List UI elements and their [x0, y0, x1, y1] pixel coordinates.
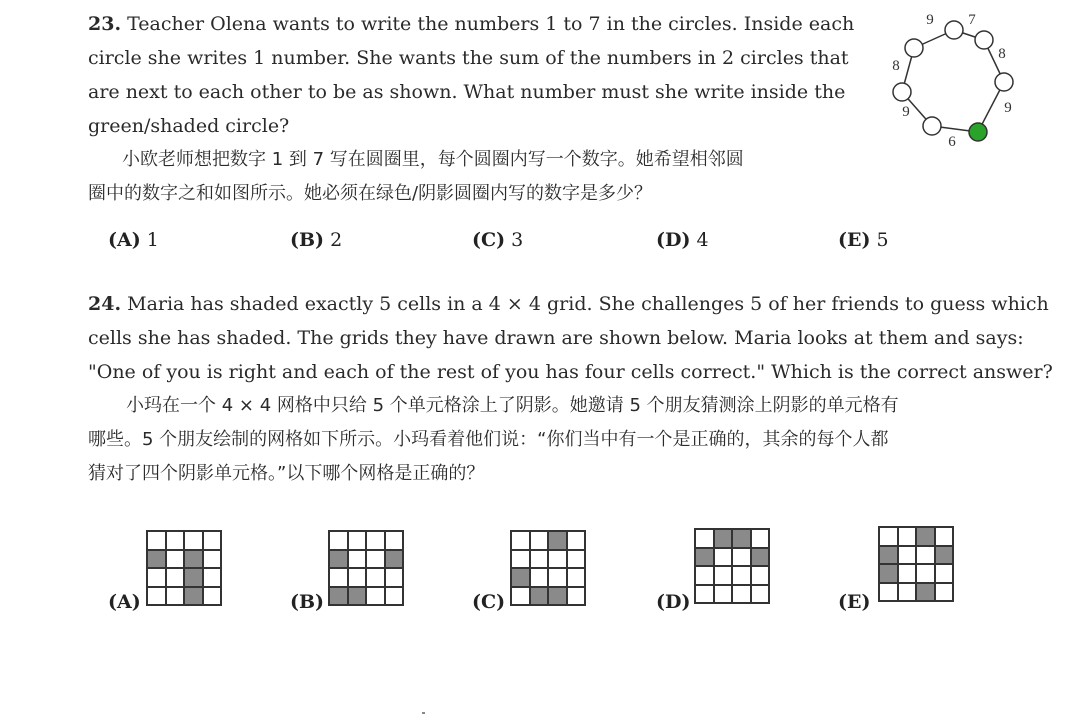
grid-option-e[interactable]	[878, 526, 954, 602]
grid-cell	[385, 531, 404, 550]
ring-circle	[893, 83, 911, 101]
shaded-cell	[548, 587, 567, 606]
q24-zh-line-1: 小玛在一个 4 × 4 网格中只给 5 个单元格涂上了阴影。她邀请 5 个朋友猜测涂上阴影的单元格有	[126, 395, 899, 416]
grid-cell	[511, 550, 530, 569]
q24-text-line-1: Maria has shaded exactly 5 cells in a 4 × 4 grid. She challenges 5 of her friends to guess which	[127, 293, 1049, 315]
grid-cell	[695, 566, 714, 585]
q23-number: 23.	[88, 13, 122, 35]
q24-line-1	[88, 292, 1049, 316]
grid-cell	[751, 585, 770, 604]
grid-cell	[567, 568, 586, 587]
grid-cell	[511, 587, 530, 606]
shaded-cell	[530, 587, 549, 606]
grid-cell	[166, 550, 185, 569]
grid-cell	[898, 527, 917, 546]
shaded-cell	[184, 587, 203, 606]
shaded-cell	[751, 548, 770, 567]
q23-text-line-3: are next to each other to be as shown. What number must she write inside the	[88, 81, 846, 103]
shaded-cell	[348, 587, 367, 606]
shaded-cell	[916, 527, 935, 546]
grid-option-b-label[interactable]: (B)	[290, 591, 325, 613]
ring-sum-label: 7	[968, 12, 976, 28]
q24-text-line-2: cells she has shaded. The grids they have drawn are shown below. Maria looks at them and says:	[88, 327, 1024, 349]
ring-sum-label: 6	[948, 134, 956, 150]
ring-sum-label: 9	[926, 12, 934, 28]
grid-cell	[203, 550, 222, 569]
grid-cell	[366, 550, 385, 569]
grid-cell	[147, 568, 166, 587]
shaded-cell	[385, 550, 404, 569]
grid-cell	[879, 583, 898, 602]
grid-cell	[203, 531, 222, 550]
shaded-cell	[879, 564, 898, 583]
grid-cell	[898, 564, 917, 583]
shaded-cell	[184, 550, 203, 569]
shaded-cell	[879, 546, 898, 565]
grid-cell	[935, 527, 954, 546]
q23-choice-a[interactable]: (A) 1	[108, 229, 159, 251]
grid-cell	[147, 587, 166, 606]
ring-circle	[975, 31, 993, 49]
grid-cell	[916, 546, 935, 565]
grid-cell	[898, 583, 917, 602]
grid-cell	[329, 531, 348, 550]
grid-cell	[147, 531, 166, 550]
shaded-cell	[732, 529, 751, 548]
grid-cell	[751, 529, 770, 548]
ring-sum-label: 8	[892, 58, 900, 74]
grid-cell	[714, 566, 733, 585]
circle-ring-figure	[880, 8, 1040, 158]
ring-circle	[905, 39, 923, 57]
grid-cell	[166, 531, 185, 550]
grid-option-d-label[interactable]: (D)	[656, 591, 691, 613]
q24-text-line-3: "One of you is right and each of the rest of you has four cells correct." Which is the correct answer?	[88, 361, 1053, 383]
grid-cell	[732, 566, 751, 585]
q23-choice-d[interactable]: (D) 4	[656, 229, 709, 251]
grid-cell	[935, 564, 954, 583]
q24-zh-line-3: 猜对了四个阴影单元格。”以下哪个网格是正确的？	[88, 463, 485, 484]
grid-cell	[548, 550, 567, 569]
shaded-cell	[329, 550, 348, 569]
grid-option-d[interactable]	[694, 528, 770, 604]
grid-cell	[203, 587, 222, 606]
shaded-cell	[714, 529, 733, 548]
grid-cell	[366, 531, 385, 550]
green-shaded-circle	[969, 123, 987, 141]
shaded-cell	[329, 587, 348, 606]
q23-choice-e[interactable]: (E) 5	[838, 229, 889, 251]
grid-cell	[732, 548, 751, 567]
q24-zh-line-2: 哪些。5 个朋友绘制的网格如下所示。小玛看着他们说：“你们当中有一个是正确的，其余的每个人都	[88, 429, 889, 450]
grid-cell	[530, 531, 549, 550]
grid-cell	[329, 568, 348, 587]
grid-cell	[751, 566, 770, 585]
grid-cell	[385, 568, 404, 587]
ring-sum-label: 8	[998, 46, 1006, 62]
shaded-cell	[548, 531, 567, 550]
grid-cell	[695, 529, 714, 548]
grid-cell	[203, 568, 222, 587]
grid-cell	[898, 546, 917, 565]
ring-sum-label: 9	[1004, 100, 1012, 116]
grid-cell	[348, 550, 367, 569]
grid-cell	[348, 531, 367, 550]
grid-cell	[548, 568, 567, 587]
q23-text-line-2: circle she writes 1 number. She wants the sum of the numbers in 2 circles that	[88, 47, 849, 69]
shaded-cell	[695, 548, 714, 567]
ring-circle	[945, 21, 963, 39]
grid-cell	[714, 548, 733, 567]
shaded-cell	[184, 568, 203, 587]
grid-cell	[530, 568, 549, 587]
q23-choice-c[interactable]: (C) 3	[472, 229, 524, 251]
q23-zh-line-1: 小欧老师想把数字 1 到 7 写在圆圈里，每个圆圈内写一个数字。她希望相邻圆	[122, 149, 744, 170]
grid-cell	[166, 587, 185, 606]
q23-text-line-4: green/shaded circle?	[88, 115, 290, 137]
grid-cell	[385, 587, 404, 606]
grid-cell	[732, 585, 751, 604]
ring-sum-label: 9	[902, 104, 910, 120]
grid-cell	[366, 568, 385, 587]
q23-line-1	[88, 12, 854, 36]
grid-cell	[348, 568, 367, 587]
grid-option-a[interactable]	[146, 530, 222, 606]
grid-cell	[714, 585, 733, 604]
grid-option-e-label[interactable]: (E)	[838, 591, 871, 613]
ring-circle	[923, 117, 941, 135]
grid-option-a-label[interactable]: (A)	[108, 591, 141, 613]
grid-cell	[935, 583, 954, 602]
shaded-cell	[147, 550, 166, 569]
q24-number: 24.	[88, 293, 122, 315]
grid-cell	[567, 531, 586, 550]
grid-option-c-label[interactable]: (C)	[472, 591, 506, 613]
grid-cell	[530, 550, 549, 569]
q23-choice-b[interactable]: (B) 2	[290, 229, 343, 251]
grid-cell	[879, 527, 898, 546]
scan-speck	[422, 712, 425, 714]
grid-cell	[916, 564, 935, 583]
grid-cell	[567, 550, 586, 569]
q23-text-line-1: Teacher Olena wants to write the numbers 1 to 7 in the circles. Inside each	[127, 13, 855, 35]
grid-option-c[interactable]	[510, 530, 586, 606]
grid-cell	[366, 587, 385, 606]
shaded-cell	[935, 546, 954, 565]
shaded-cell	[511, 568, 530, 587]
grid-cell	[511, 531, 530, 550]
grid-cell	[166, 568, 185, 587]
ring-circle	[995, 73, 1013, 91]
grid-cell	[184, 531, 203, 550]
grid-option-b[interactable]	[328, 530, 404, 606]
grid-cell	[695, 585, 714, 604]
shaded-cell	[916, 583, 935, 602]
q23-zh-line-2: 圈中的数字之和如图所示。她必须在绿色/阴影圆圈内写的数字是多少？	[88, 183, 653, 204]
grid-cell	[567, 587, 586, 606]
